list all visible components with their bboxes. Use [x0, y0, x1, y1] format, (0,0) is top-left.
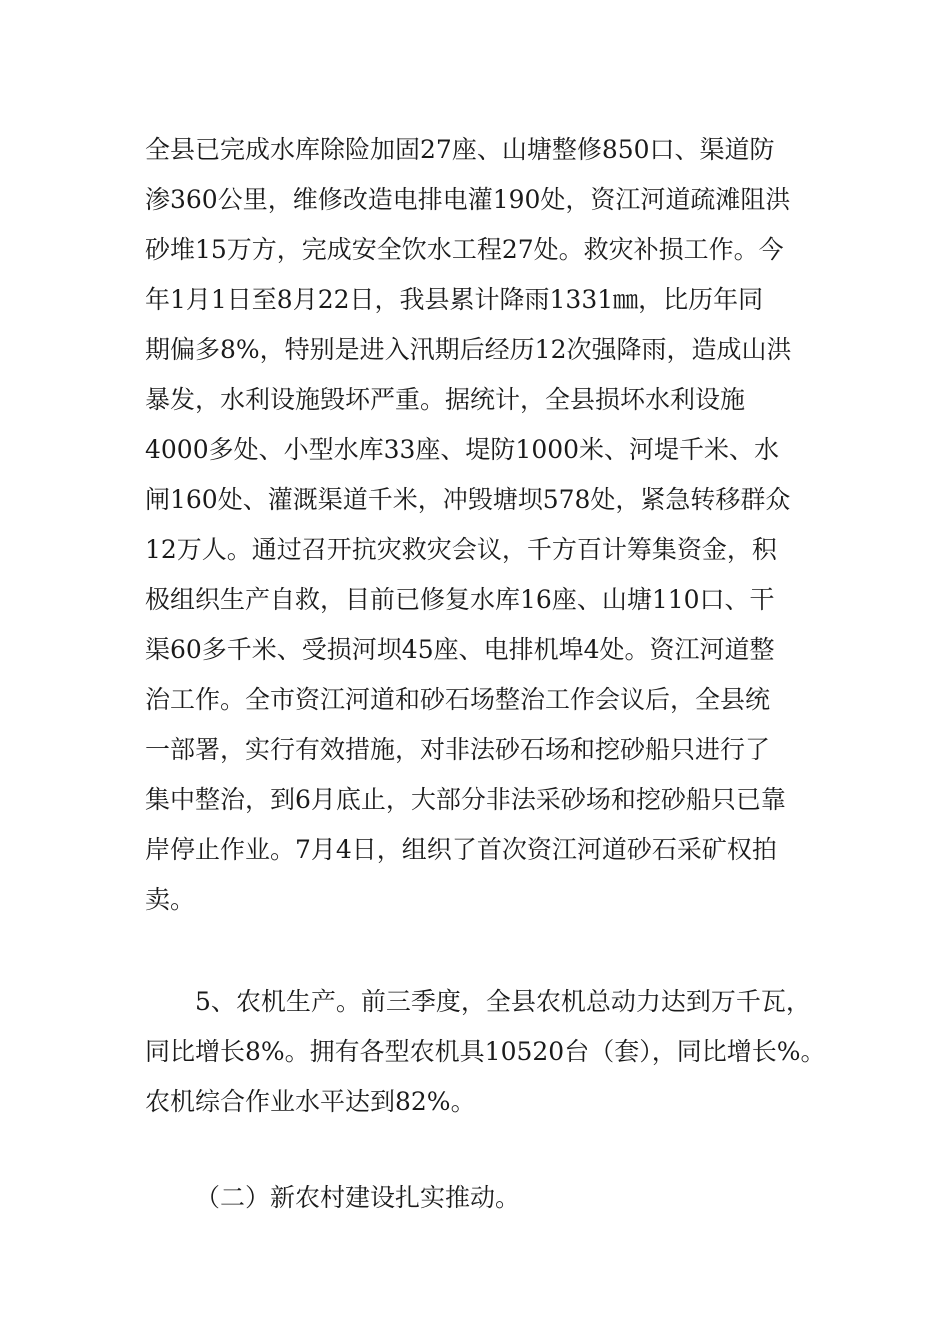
text-line: 极组织生产自救，目前已修复水库16座、山塘110口、干 — [145, 585, 775, 614]
text-line: 12万人。通过召开抗灾救灾会议，千方百计筹集资金，积 — [145, 535, 777, 564]
text-line: 年1月1日至8月22日，我县累计降雨1331㎜，比历年同 — [145, 285, 764, 314]
text-line: 暴发，水利设施毁坏严重。据统计，全县损坏水利设施 — [145, 385, 746, 414]
text-line: 农机综合作业水平达到82%。 — [145, 1087, 476, 1116]
paragraph-first-line: 5、农机生产。前三季度，全县农机总动力达到万千瓦， — [195, 987, 811, 1016]
text-line: 砂堆15万方，完成安全饮水工程27处。救灾补损工作。今 — [145, 235, 784, 264]
text-line: 岸停止作业。7月4日，组织了首次资江河道砂石采矿权拍 — [145, 835, 777, 864]
text-line: 期偏多8%，特别是进入汛期后经历12次强降雨，造成山洪 — [145, 335, 792, 364]
text-line: 闸160处、灌溉渠道千米，冲毁塘坝578处，紧急转移群众 — [145, 485, 791, 514]
text-line: 治工作。全市资江河道和砂石场整治工作会议后，全县统 — [145, 685, 771, 714]
text-line: 集中整治，到6月底止，大部分非法采砂场和挖砂船只已靠 — [145, 785, 786, 814]
text-line: 一部署，实行有效措施，对非法砂石场和挖砂船只进行了 — [145, 735, 771, 764]
section-heading: （二）新农村建设扎实推动。 — [195, 1183, 521, 1212]
text-line: 卖。 — [145, 885, 196, 914]
text-line: 全县已完成水库除险加固27座、山塘整修850口、渠道防 — [145, 135, 775, 164]
text-line: 渠60多千米、受损河坝45座、电排机埠4处。资江河道整 — [145, 635, 775, 664]
text-line: 渗360公里，维修改造电排电灌190处，资江河道疏滩阻洪 — [145, 185, 791, 214]
text-line: 同比增长8%。拥有各型农机具10520台（套），同比增长%。 — [145, 1037, 826, 1066]
text-line: 4000多处、小型水库33座、堤防1000米、河堤千米、水 — [145, 435, 780, 464]
